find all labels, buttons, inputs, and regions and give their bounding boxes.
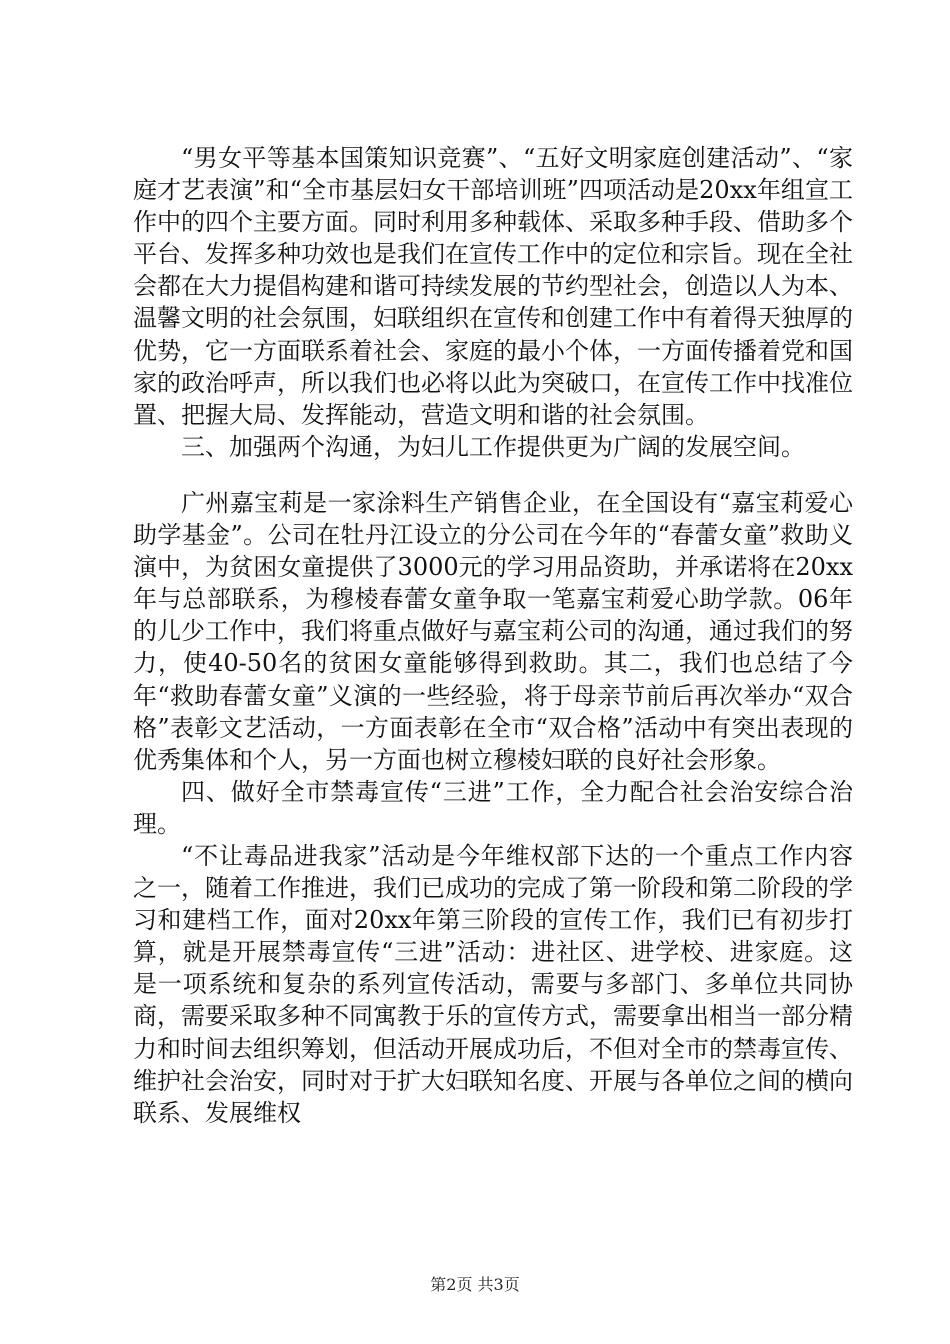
paragraph-publicity-activities: “男女平等基本国策知识竞赛”、“五好文明家庭创建活动”、“家庭才艺表演”和“全市基层妇女干部培训班”四项活动是20xx年组宣工作中的四个主要方面。同时利用多种载体、采取多种手段、借助多个平台、发挥多种功效也是我们在宣传工作中的定位和宗旨。现在全社会都在大力提倡构建和谐可持续发展的节约型社会，创造以人为本、温馨文明的社会氛围，妇联组织在宣传和创建工作中有着得天独厚的优势，它一方面联系着社会、家庭的最小个体，一方面传播着党和国家的政治呼声，所以我们也必将以此为突破口，在宣传工作中找准位置、把握大局、发挥能动，营造文明和谐的社会氛围。: [133, 144, 853, 429]
section-heading-three: 三、加强两个沟通，为妇儿工作提供更为广阔的发展空间。: [181, 432, 805, 461]
paragraph-carpoly-donation: 广州嘉宝莉是一家涂料生产销售企业，在全国设有“嘉宝莉爱心助学基金”。公司在牡丹江设立的分公司在今年的“春蕾女童”救助义演中，为贫困女童提供了3000元的学习用品资助，并承诺将在20xx年与总部联系，为穆棱春蕾女童争取一笔嘉宝莉爱心助学款。06年的儿少工作中，我们将重点做好与嘉宝莉公司的沟通，通过我们的努力，使40-50名的贫困女童能够得到救助。其二，我们也总结了今年“救助春蕾女童”义演的一些经验，将于母亲节前后再次举办“双合格”表彰文艺活动，一方面表彰在全市“双合格”活动中有突出表现的优秀集体和个人，另一方面也树立穆棱妇联的良好社会形象。: [133, 488, 853, 774]
paragraph-anti-drug-campaign: “不让毒品进我家”活动是今年维权部下达的一个重点工作内容之一，随着工作推进，我们已成功的完成了第一阶段和第二阶段的学习和建档工作，面对20xx年第三阶段的宣传工作，我们已有初步打算，就是开展禁毒宣传“三进”活动：进社区、进学校、进家庭。这是一项系统和复杂的系列宣传活动，需要与多部门、多单位共同协商，需要采取多种不同寓教于乐的宣传方式，需要拿出相当一部分精力和时间去组织筹划，但活动开展成功后，不但对全市的禁毒宣传、维护社会治安，同时对于扩大妇联知名度、开展与各单位之间的横向联系、发展维权: [133, 841, 853, 1127]
document-body: [133, 142, 853, 1129]
paragraph-spacer: [133, 463, 853, 487]
section-heading-four: 四、做好全市禁毒宣传“三进”工作，全力配合社会治安综合治理。: [133, 777, 853, 838]
page-footer: 第2页 共3页: [430, 1275, 520, 1294]
